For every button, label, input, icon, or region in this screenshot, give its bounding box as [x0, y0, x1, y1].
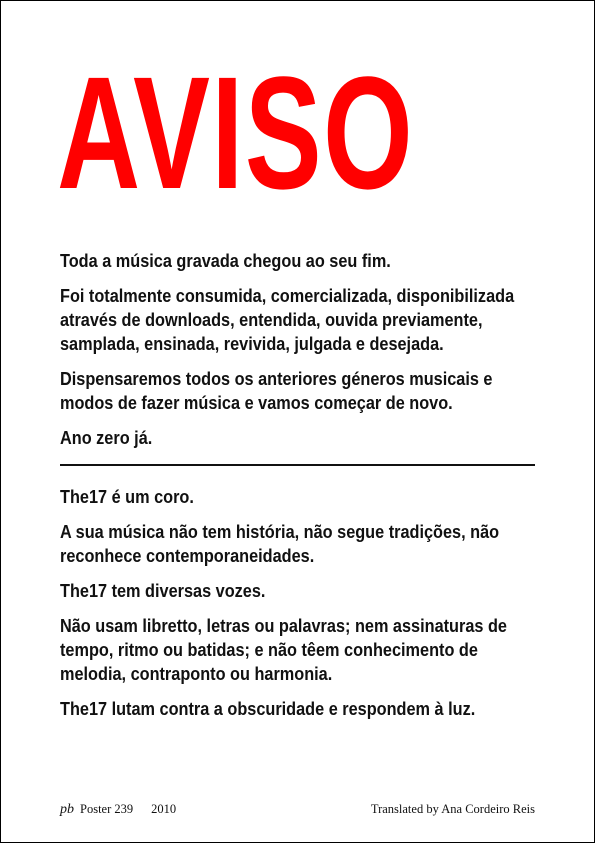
poster-footer	[60, 802, 535, 818]
paragraph: Ano zero já.	[60, 427, 153, 448]
manifesto-section-two	[60, 485, 535, 732]
poster-number: Poster 239	[80, 802, 134, 816]
poster-id	[60, 802, 176, 818]
paragraph: The17 é um coro.	[60, 486, 194, 507]
translation-credit: Translated by Ana Cordeiro Reis	[370, 802, 535, 816]
paragraph: The17 tem diversas vozes.	[60, 580, 266, 601]
paragraph: The17 lutam contra a obscuridade e respondem à luz.	[60, 698, 476, 719]
publisher-logo: pb	[60, 802, 74, 817]
poster-title: AVISO	[57, 43, 415, 222]
section-divider	[60, 464, 535, 466]
paragraph: Não usam libretto, letras ou palavras; nem assinaturas de tempo, ritmo ou batidas; e não têem conhecimento de melodia, contraponto ou harmonia.	[60, 615, 507, 684]
paragraph: Dispensaremos todos os anteriores géneros musicais e modos de fazer música e vamos começar de novo.	[60, 368, 493, 413]
poster-year: 2010	[151, 802, 177, 816]
paragraph: Foi totalmente consumida, comercializada, disponibilizada através de downloads, entendida, ouvida previamente, samplada, ensinada, revivida, julgada e desejada.	[60, 285, 515, 354]
paragraph: A sua música não tem história, não segue tradições, não reconhece contemporaneidades.	[60, 521, 500, 566]
manifesto-section-one	[60, 249, 535, 461]
paragraph: Toda a música gravada chegou ao seu fim.	[60, 250, 391, 271]
